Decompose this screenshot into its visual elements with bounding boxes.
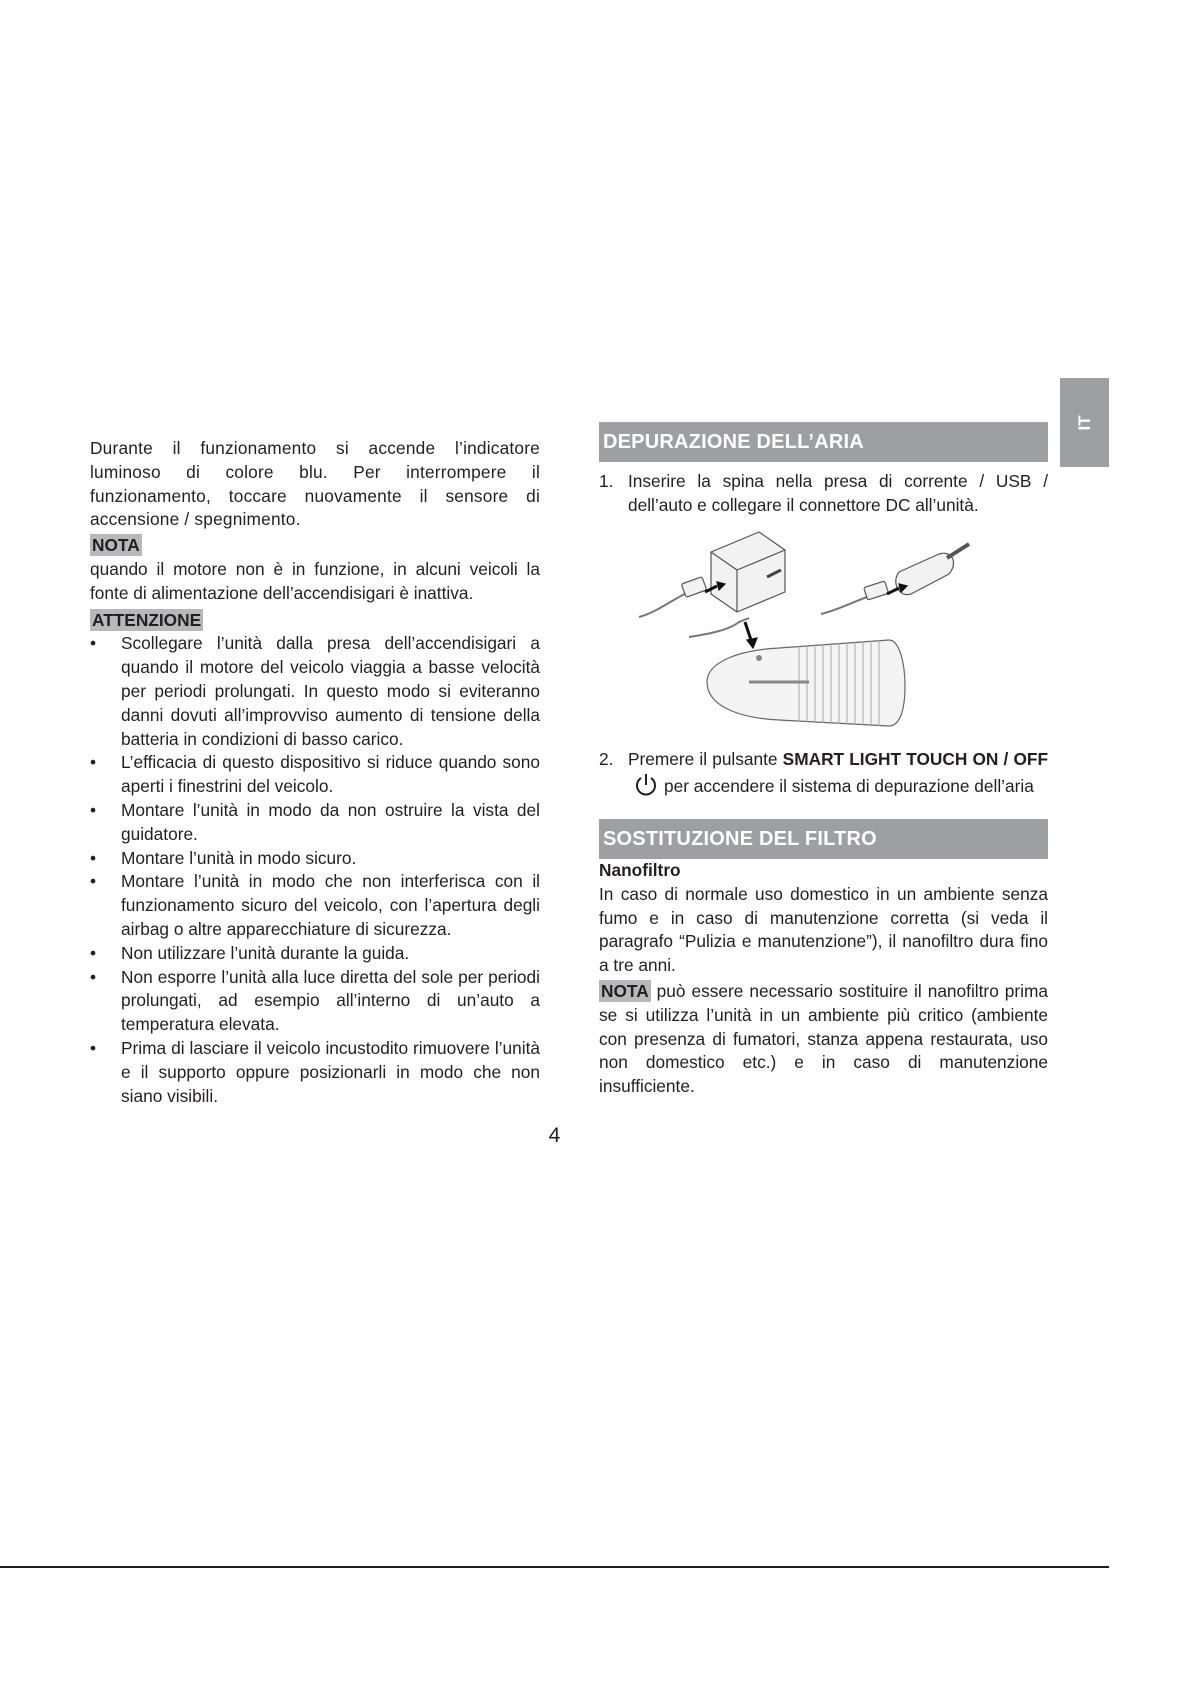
bottom-rule [0,1566,1109,1568]
nanofilter-title: Nanofiltro [599,859,681,880]
warning-list [90,632,540,1108]
warning-item: • Montare l’unità in modo sicuro. [90,847,540,871]
left-column [90,437,540,1108]
warning-item: • Non esporre l’unità alla luce diretta del sole per periodi prolungati, ad esempio all’interno di un’auto a temperatura elevata. [90,966,540,1037]
section-title-filter-replacement: SOSTITUZIONE DEL FILTRO [599,819,1048,859]
language-tab [1060,378,1109,467]
intro-paragraph: Durante il funzionamento si accende l’indicatore luminoso di colore blu. Per interrompere il funzionamento, toccare nuovamente il sensore di accensione / spegnimento. [90,438,540,530]
warning-item: • L’efficacia di questo dispositivo si riduce quando sono aperti i finestrini del veicolo. [90,751,540,799]
warning-item: • Prima di lasciare il veicolo incustodito rimuovere l’unità e il supporto oppure posizionarli in modo che non siano visibili. [90,1037,540,1108]
warning-item: • Scollegare l’unità dalla presa dell’accendisigari a quando il motore del veicolo viaggia a basse velocità per periodi prolungati. In questo modo si eviteranno danni dovuti all’improvviso aumento di tensione della batteria in condizioni di basso carico. [90,632,540,751]
filter-note-paragraph [599,980,1048,1099]
note-label: NOTA [92,535,140,556]
car-adapter-drawing [821,544,969,614]
step-number: 2. [599,749,614,770]
step-text-pre: Premere il pulsante [628,749,783,770]
step-number: 1. [599,471,614,491]
filter-note-text: può essere necessario sostituire il nanofiltro prima se si utilizza l’unità in un ambiente più critico (ambiente con presenza di fumatori, stanza appena restaurata, uso non domestico etc.) e in caso di manutenzione insufficiente. [599,980,1048,1097]
steps-list-2 [599,748,1048,799]
right-column [599,422,1048,1099]
purifier-unit-drawing [689,618,905,726]
section-title-air-purification: DEPURAZIONE DELL’ARIA [599,422,1048,462]
step-text: Inserire la spina nella presa di corrente / USB / dell’auto e collegare il connettore DC all’unità. [628,471,1048,515]
steps-list [599,470,1048,518]
step-item [599,470,1048,518]
step-text-post: per accendere il sistema di depurazione dell’aria [664,776,1034,797]
warning-item: • Non utilizzare l’unità durante la guida. [90,942,540,966]
warning-label: ATTENZIONE [92,609,202,630]
warning-item: • Montare l’unità in modo che non interferisca con il funzionamento sicuro del veicolo, con l’apertura degli airbag o altre apparecchiature di sicurezza. [90,870,540,941]
step-item [599,748,1048,799]
note-text: quando il motore non è in funzione, in alcuni veicoli la fonte di alimentazione dell’accendisigari è inattiva. [90,558,540,603]
step-button-name: SMART LIGHT TOUCH ON / OFF [782,749,1048,770]
note-label: NOTA [601,980,649,1001]
nanofilter-text: In caso di normale uso domestico in un ambiente senza fumo e in caso di manutenzione corretta (si veda il paragrafo “Pulizia e manutenzione”), il nanofiltro dura fino a tre anni. [599,883,1048,976]
language-tab-label: IT [1074,414,1094,431]
page-number: 4 [548,1124,561,1147]
wall-adapter-drawing [639,532,785,617]
power-icon [634,772,658,798]
warning-item: • Montare l’unità in modo da non ostruire la vista del guidatore. [90,799,540,847]
device-connection-illustration [599,522,1048,732]
